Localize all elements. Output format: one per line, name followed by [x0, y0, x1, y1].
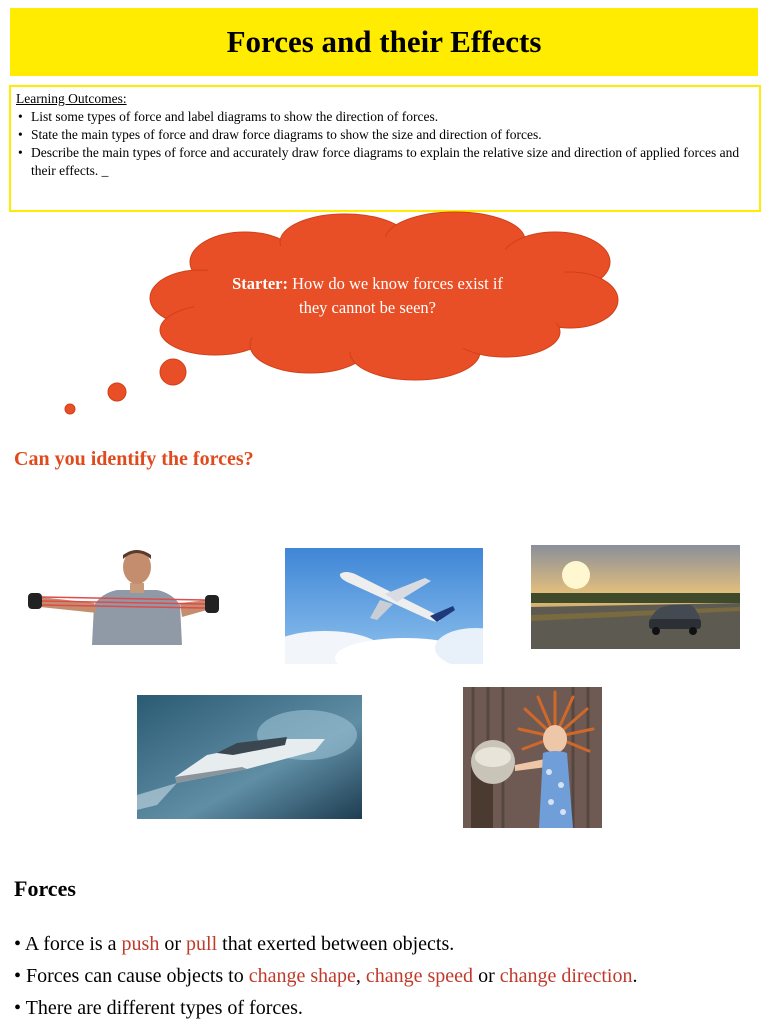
- bullet-text: There are different types of forces.: [25, 997, 303, 1019]
- starter-label: Starter:: [232, 274, 288, 293]
- forces-bullet-item: • A force is a push or pull that exerted between objects.: [14, 933, 455, 955]
- forces-heading: Forces: [14, 876, 76, 901]
- forces-bullet-list: [14, 928, 637, 1024]
- thought-cloud: [0, 0, 768, 430]
- forces-bullet-item: • Forces can cause objects to change shape, change speed or change direction.: [14, 965, 638, 987]
- highlight-change-direction: change direction: [499, 965, 633, 987]
- learning-outcome-item: • State the main types of force and draw force diagrams to show the size and direction of forces.: [16, 126, 754, 144]
- highlight-push: push: [121, 933, 160, 955]
- learning-outcomes-heading: Learning Outcomes:: [16, 91, 127, 106]
- bullet-text: .: [632, 965, 638, 987]
- static-electricity-hair-image: [463, 687, 602, 828]
- learning-outcome-item: • Describe the main types of force and accurately draw force diagrams to explain the relative size and direction of applied forces and their effects. _: [16, 144, 754, 180]
- highlight-change-shape: change shape: [248, 965, 356, 987]
- bullet-text: ,: [355, 965, 366, 987]
- highlight-pull: pull: [186, 933, 218, 955]
- airplane-image: [285, 548, 483, 664]
- yacht-image: [137, 695, 362, 819]
- identify-question: Can you identify the forces?: [14, 448, 254, 470]
- man-stretching-expander-image: [22, 545, 222, 645]
- page-title: Forces and their Effects: [226, 24, 542, 59]
- bullet-text: or: [473, 965, 500, 987]
- bullet-text: or: [159, 933, 187, 955]
- learning-outcome-item: • List some types of force and label diagrams to show the direction of forces.: [16, 108, 754, 126]
- bullet-text: that exerted between objects.: [217, 933, 455, 955]
- starter-text: [225, 272, 510, 320]
- highlight-change-speed: change speed: [365, 965, 474, 987]
- bullet-text: Forces can cause objects to: [26, 965, 249, 987]
- starter-question: How do we know forces exist if they cannot be seen?: [292, 274, 503, 317]
- car-on-road-image: [531, 545, 740, 649]
- forces-bullet-item: • There are different types of forces.: [14, 997, 303, 1019]
- bullet-text: A force is a: [24, 933, 122, 955]
